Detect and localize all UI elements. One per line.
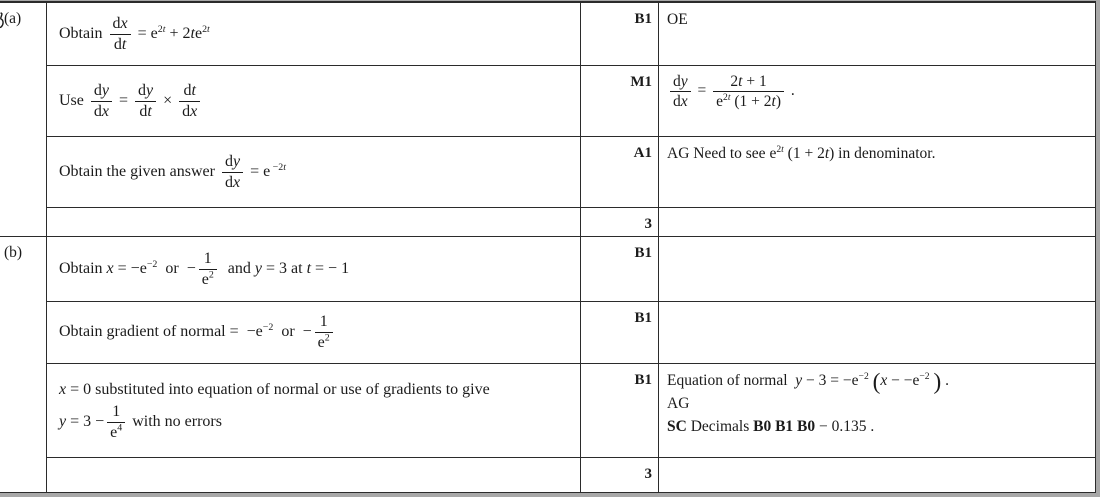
mark-cell <box>581 137 659 208</box>
solution-cell-empty <box>47 208 581 237</box>
mark-text: B1 <box>634 372 652 388</box>
solution-cell <box>47 237 581 302</box>
solution-cell <box>47 3 581 66</box>
mark-cell <box>581 3 659 66</box>
clipped-question-number-fragment <box>0 12 4 34</box>
mark-text: B1 <box>634 11 652 27</box>
solution-cell <box>47 302 581 364</box>
solution-text: Obtain gradient of normal = $-e^{-2}$ or − $\frac{1}{e^2}$ <box>59 313 336 352</box>
comment-cell <box>659 3 1096 66</box>
comment-cell-empty <box>659 208 1096 237</box>
solution-text: Use $\frac{dy}{dx}$ = $\frac{dy}{dt}$ × $\frac{dt}{dx}$ <box>59 82 203 121</box>
solution-text: x = 0 substituted into equation of normal or use of gradients to give y = 3 − $\frac{1}{e^4}$ with no errors <box>59 380 490 441</box>
comment-text: Equation of normal $y - 3 = -e^{-2}$ ($x - -e^{-2}$ ) . AG SC Decimals B0 B1 B0 − 0.135 . <box>667 369 949 436</box>
total-marks-text: 3 <box>644 466 652 482</box>
part-label-a <box>0 3 47 237</box>
mark-cell <box>581 66 659 137</box>
comment-cell <box>659 364 1096 458</box>
solution-cell <box>47 364 581 458</box>
comment-text: $\frac{dy}{dx}$ = $\frac{2t + 1}{e^{2t} (1 + 2t)}$ . <box>667 82 795 99</box>
mark-text: A1 <box>633 145 652 161</box>
total-marks-cell <box>581 458 659 493</box>
part-b-text: (b) <box>4 244 23 261</box>
comment-cell-empty <box>659 237 1096 302</box>
comment-cell-empty <box>659 458 1096 493</box>
solution-cell <box>47 137 581 208</box>
comment-cell-empty <box>659 302 1096 364</box>
mark-text: M1 <box>630 74 652 90</box>
mark-text: B1 <box>634 310 652 326</box>
total-marks-cell <box>581 208 659 237</box>
comment-text: OE <box>667 11 688 28</box>
mark-scheme-table <box>0 1 1096 493</box>
mark-text: B1 <box>634 245 652 261</box>
mark-cell <box>581 302 659 364</box>
solution-cell-empty <box>47 458 581 493</box>
solution-cell <box>47 66 581 137</box>
comment-cell <box>659 66 1096 137</box>
solution-text: Obtain $\frac{dx}{dt}$ = $e^{2t} + 2te^{2t}$ <box>59 14 210 53</box>
mark-cell <box>581 364 659 458</box>
comment-text: AG Need to see $e^{2t}$ (1 + 2t) in denominator. <box>667 143 936 162</box>
solution-text: Obtain the given answer $\frac{dy}{dx}$ = e $^{-2t}$ <box>59 152 286 191</box>
part-label-b <box>0 237 47 493</box>
part-a-text: (a) <box>4 10 22 27</box>
solution-text: Obtain $x = -e^{-2}$ or − $\frac{1}{e^2}$ and y = 3 at t = − 1 <box>59 249 350 288</box>
total-marks-text: 3 <box>644 216 652 232</box>
mark-cell <box>581 237 659 302</box>
comment-cell <box>659 137 1096 208</box>
